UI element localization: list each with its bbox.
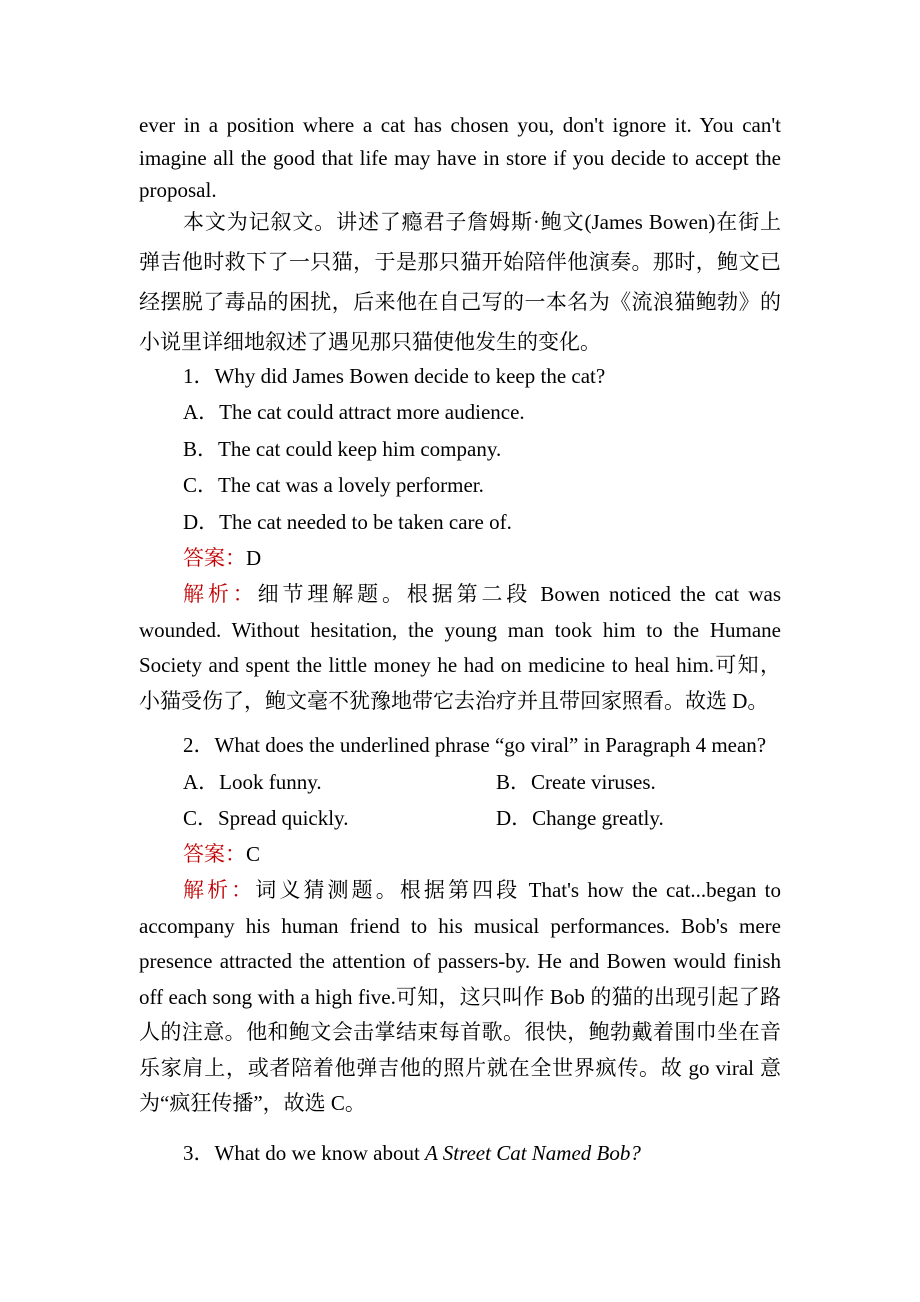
q2-answer-line <box>183 841 260 867</box>
question-2: 2．What does the underlined phrase “go viral” in Paragraph 4 mean? <box>183 733 767 757</box>
book-title: A Street Cat Named Bob? <box>425 1141 641 1165</box>
q1-option-b: B．The cat could keep him company. <box>183 437 502 461</box>
q1-option-c: C．The cat was a lovely performer. <box>183 473 484 497</box>
question-1: 1．Why did James Bowen decide to keep the cat? <box>183 364 606 388</box>
q2-analysis <box>139 873 781 1122</box>
question-3-prefix: 3．What do we know about <box>183 1141 426 1165</box>
answer-label: 答案： <box>183 842 246 866</box>
analysis-label: 解析： <box>183 582 258 606</box>
q2-option-c: C．Spread quickly. <box>183 806 349 830</box>
answer-label: 答案： <box>183 546 246 570</box>
q1-answer: D <box>246 546 262 570</box>
q1-option-a: A．The cat could attract more audience. <box>183 400 525 424</box>
q2-option-b: B．Create viruses. <box>496 770 656 794</box>
q2-answer: C <box>246 842 261 866</box>
q1-analysis-text: 细节理解题。根据第二段 Bowen noticed the cat was wounded. Without hesitation, the young man took him to the Humane Society and spent the little money he had on medicine to heal him.可知，小猫受伤了，鲍文毫不犹豫地带它去治疗并且带回家照看。故选 D。 <box>139 582 782 713</box>
q1-answer-line <box>183 545 261 571</box>
question-3 <box>183 1140 641 1166</box>
summary-paragraph: 本文为记叙文。讲述了瘾君子詹姆斯·鲍文(James Bowen)在街上弹吉他时救下了一只猫，于是那只猫开始陪伴他演奏。那时，鲍文已经摆脱了毒品的困扰，后来他在自己写的一本名为《流浪猫鲍勃》的小说里详细地叙述了遇见那只猫使他发生的变化。 <box>139 210 781 354</box>
q1-analysis <box>139 577 781 719</box>
q1-option-d: D．The cat needed to be taken care of. <box>183 510 512 534</box>
analysis-label: 解析： <box>183 878 256 902</box>
q2-analysis-text: 词义猜测题。根据第四段 That's how the cat...began to accompany his human friend to his musical performances. Bob's mere presence attracted the attention of passers-by. He and Bowen would finish off each song with a high five.可知，这只叫作 Bob 的猫的出现引起了路人的注意。他和鲍文会击掌结束每首歌。很快，鲍勃戴着围巾坐在音乐家肩上，或者陪着他弹吉他的照片就在全世界疯传。故 go viral 意为“疯狂传播”，故选 C。 <box>139 878 781 1115</box>
q2-option-a: A．Look funny. <box>183 770 322 794</box>
q2-option-d: D．Change greatly. <box>496 806 664 830</box>
passage-ending: ever in a position where a cat has chosen you, don't ignore it. You can't imagine all the good that life may have in store if you decide to accept the proposal. <box>139 113 781 202</box>
